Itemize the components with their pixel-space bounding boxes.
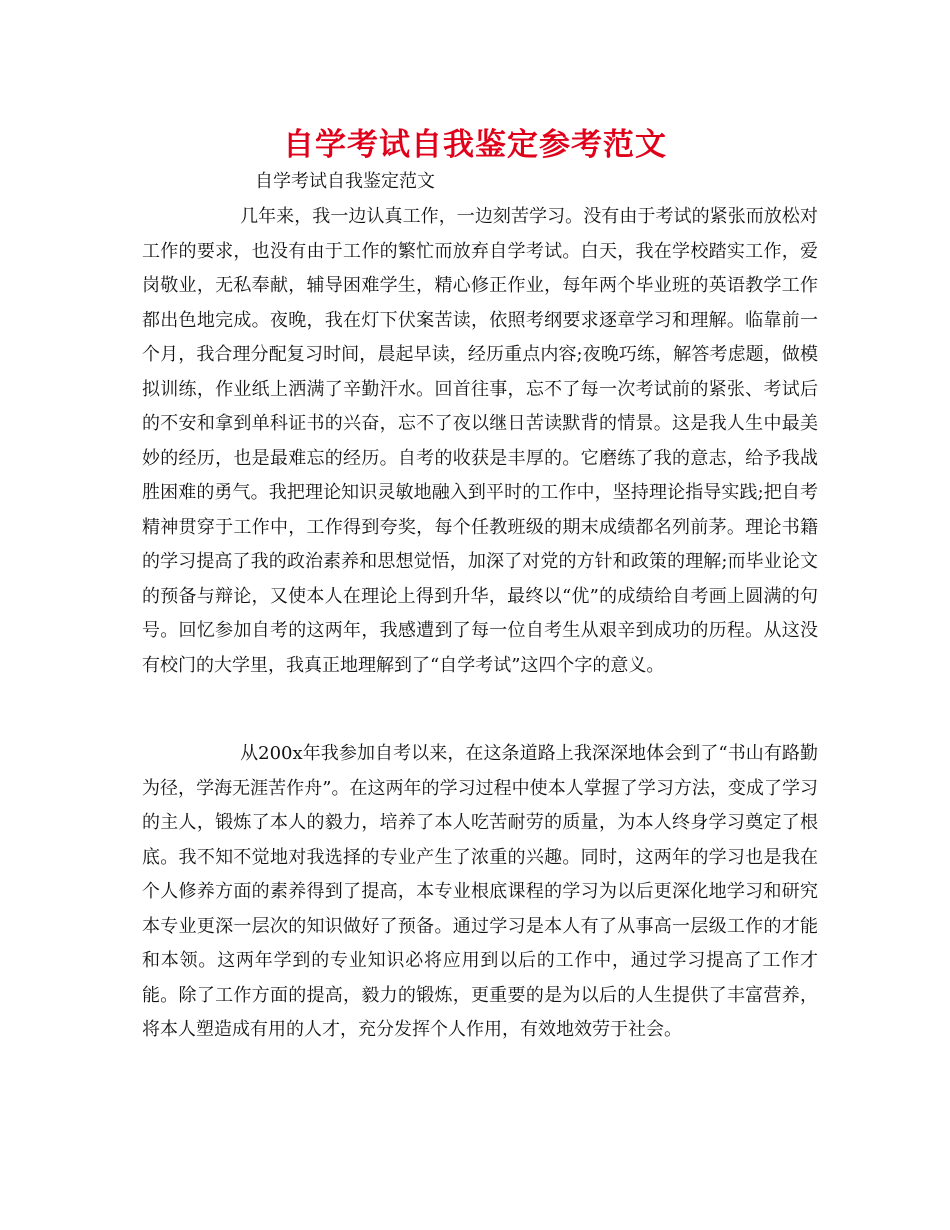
document-subtitle: 自学考试自我鉴定范文 [255,171,435,192]
body-paragraph [142,200,818,683]
body-paragraph [142,737,818,1048]
paragraph-text: 几年来，我一边认真工作，一边刻苦学习。没有由于考试的紧张而放松对工作的要求，也没有由于工作的繁忙而放弃自学考试。白天，我在学校踏实工作，爱岗敬业，无私奉献，辅导困难学生，精心修正作业，每年两个毕业班的英语教学工作都出色地完成。夜晚，我在灯下伏案苦读，依照考纲要求逐章学习和理解。临靠前一个月，我合理分配复习时间，晨起早读，经历重点内容;夜晚巧练，解答考虑题，做模拟训练，作业纸上洒满了辛勤汗水。回首往事，忘不了每一次考试前的紧张、考试后的不安和拿到单科证书的兴奋，忘不了夜以继日苦读默背的情景。这是我人生中最美妙的经历，也是最难忘的经历。自考的收获是丰厚的。它磨练了我的意志，给予我战胜困难的勇气。我把理论知识灵敏地融入到平时的工作中，坚持理论指导实践;把自考精神贯穿于工作中，工作得到夸奖，每个任教班级的期末成绩都名列前茅。理论书籍的学习提高了我的政治素养和思想觉悟，加深了对党的方针和政策的理解;而毕业论文的预备与辩论，又使本人在理论上得到升华，最终以“优”的成绩给自考画上圆满的句号。回忆参加自考的这两年，我感遭到了每一位自考生从艰辛到成功的历程。从这没有校门的大学里，我真正地理解到了“自学考试”这四个字的意义。 [142,206,818,676]
paragraph-text: 从200x年我参加自考以来，在这条道路上我深深地体会到了“书山有路勤为径，学海无涯苦作舟”。在这两年的学习过程中使本人掌握了学习方法，变成了学习的主人，锻炼了本人的毅力，培养了本人吃苦耐劳的质量，为本人终身学习奠定了根底。我不知不觉地对我选择的专业产生了浓重的兴趣。同时，这两年的学习也是我在个人修养方面的素养得到了提高，本专业根底课程的学习为以后更深化地学习和研究本专业更深一层次的知识做好了预备。通过学习是本人有了从事高一层级工作的才能和本领。这两年学到的专业知识必将应用到以后的工作中，通过学习提高了工作才能。除了工作方面的提高，毅力的锻炼，更重要的是为以后的人生提供了丰富营养，将本人塑造成有用的人才，充分发挥个人作用，有效地效劳于社会。 [142,743,818,1040]
document-title: 自学考试自我鉴定参考范文 [283,127,667,163]
